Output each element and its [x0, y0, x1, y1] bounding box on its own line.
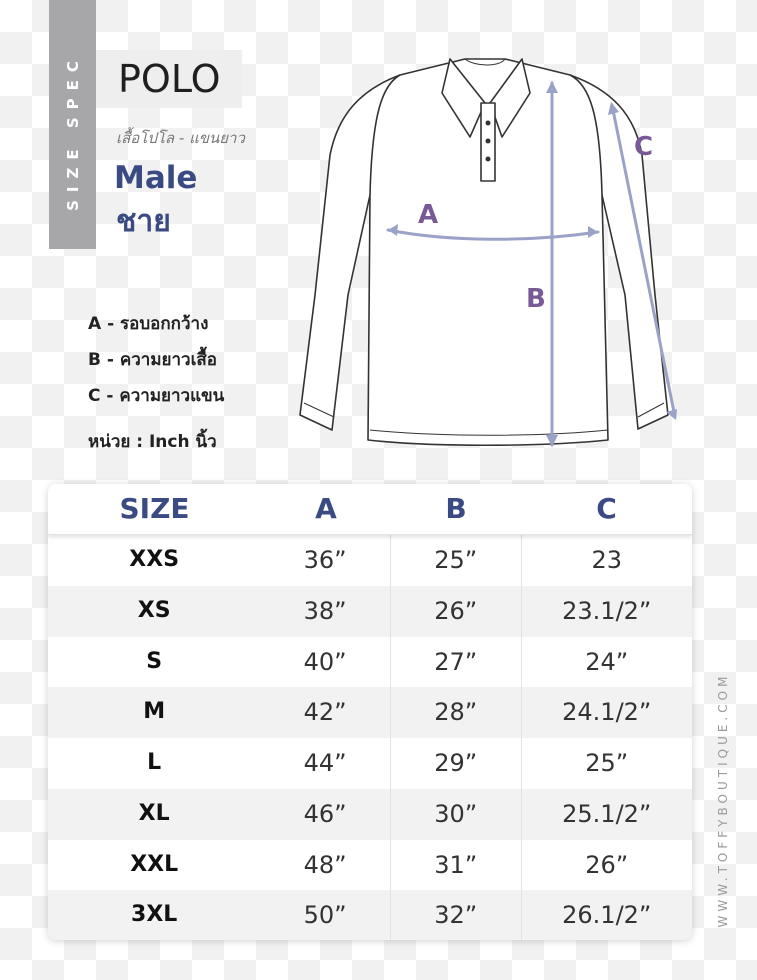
legend-item-b: B - ความยาวเสื้อ — [88, 350, 217, 370]
table-header — [48, 484, 692, 535]
value-a: 50” — [303, 901, 347, 930]
size-table — [48, 484, 692, 940]
header-c: C — [596, 492, 617, 525]
value-b: 29” — [390, 738, 522, 789]
value-c: 26” — [585, 850, 629, 879]
value-a: 38” — [303, 596, 347, 625]
gender-thai: ชาย — [116, 204, 171, 239]
table-row — [48, 789, 692, 840]
size-cell: L — [147, 750, 162, 775]
table-row — [48, 535, 692, 586]
value-b: 32” — [390, 890, 522, 940]
value-a: 42” — [303, 698, 347, 727]
table-row — [48, 890, 692, 940]
size-cell: S — [146, 648, 163, 674]
diagram-label-c: C — [634, 132, 654, 162]
header-a: A — [315, 492, 337, 525]
value-a: 44” — [303, 749, 347, 777]
legend-item-c: C - ความยาวแขน — [88, 386, 225, 406]
value-c: 25.1/2” — [562, 799, 652, 828]
value-c: 23.1/2” — [562, 596, 652, 625]
title-box — [96, 50, 242, 108]
diagram-label-a: A — [418, 200, 439, 230]
value-b: 25” — [390, 535, 522, 586]
value-b: 30” — [390, 789, 522, 840]
diagram-label-b: B — [526, 284, 546, 314]
value-b: 27” — [390, 637, 522, 688]
value-c: 24” — [585, 647, 629, 676]
size-cell: 3XL — [131, 902, 178, 928]
size-cell: XXL — [130, 851, 179, 877]
gender-english: Male — [114, 160, 198, 196]
value-c: 23 — [591, 546, 623, 574]
table-row — [48, 840, 692, 891]
header-size: SIZE — [119, 492, 190, 525]
table-row — [48, 738, 692, 789]
value-b: 31” — [390, 840, 522, 891]
size-cell: M — [143, 699, 166, 725]
value-a: 48” — [303, 850, 347, 879]
table-row — [48, 687, 692, 738]
value-c: 25” — [585, 749, 629, 777]
table-row — [48, 586, 692, 637]
page-title: POLO — [118, 57, 221, 101]
value-a: 40” — [303, 647, 347, 676]
size-cell: XXS — [129, 547, 180, 572]
value-b: 26” — [390, 586, 522, 637]
value-c: 26.1/2” — [562, 901, 652, 930]
website-watermark: WWW.TOFFYBOUTIQUE.COM — [716, 672, 730, 928]
size-spec-label: SIZE SPEC — [63, 53, 82, 211]
subtitle-thai: เสื้อโปโล - แขนยาว — [116, 129, 245, 147]
size-cell: XL — [138, 800, 170, 826]
unit-label: หน่วย : Inch นิ้ว — [88, 432, 217, 452]
value-a: 36” — [303, 546, 347, 574]
polo-shirt-diagram — [290, 45, 690, 465]
measurement-legend — [88, 310, 224, 418]
table-row — [48, 637, 692, 688]
legend-item-a: A - รอบอกกว้าง — [88, 314, 209, 334]
size-spec-tab — [49, 0, 96, 249]
size-cell: XS — [137, 597, 171, 623]
value-b: 28” — [390, 687, 522, 738]
header-b: B — [445, 492, 467, 525]
value-c: 24.1/2” — [562, 698, 652, 727]
value-a: 46” — [303, 799, 347, 828]
